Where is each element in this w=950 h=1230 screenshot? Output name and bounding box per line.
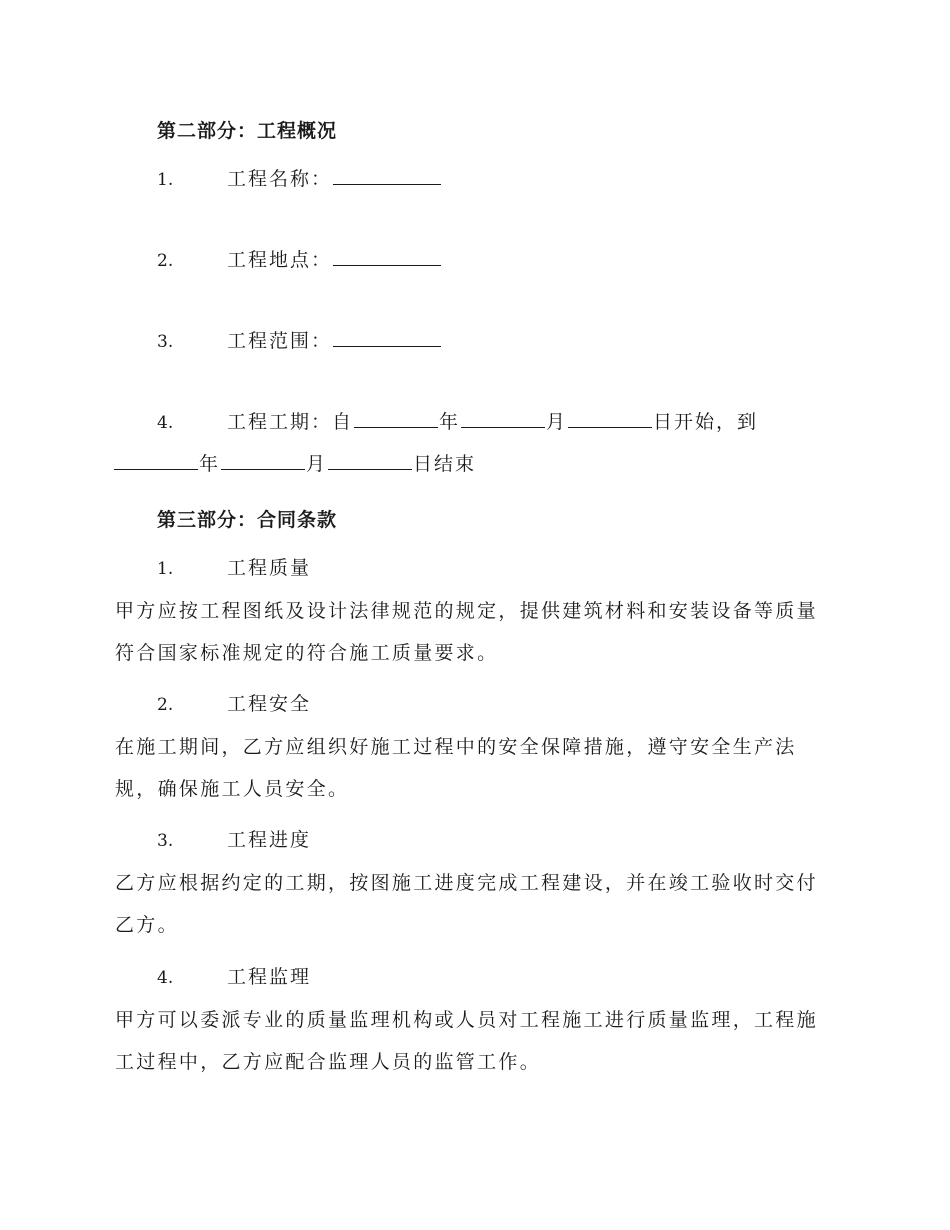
- item-label: 工程地点：: [227, 249, 333, 271]
- clause-text: 甲方可以委派专业的质量监理机构或人员对工程施工进行质量监理，工程施工过程中，乙方应配合监理人员的监管工作。: [115, 1009, 818, 1073]
- clause-title: 工程进度: [227, 829, 312, 851]
- month-label: 月: [546, 411, 568, 433]
- year-label: 年: [199, 453, 221, 475]
- end-year-blank[interactable]: [114, 452, 198, 470]
- clause-title: 工程安全: [227, 693, 312, 715]
- start-label: 日开始，到: [653, 411, 759, 433]
- project-period-item: [157, 410, 758, 435]
- start-day-blank[interactable]: [568, 410, 652, 428]
- year-label: 年: [439, 411, 461, 433]
- section3-title: 第三部分：合同条款: [157, 509, 338, 531]
- clause-number: 1.: [157, 559, 174, 579]
- item-number: 3.: [157, 332, 174, 352]
- project-name-blank[interactable]: [333, 167, 441, 185]
- clause-heading: [157, 692, 311, 717]
- clause-title: 工程监理: [227, 966, 312, 988]
- item-number: 1.: [157, 170, 174, 190]
- project-location-blank[interactable]: [333, 248, 441, 266]
- section2-title: 第二部分：工程概况: [157, 120, 338, 142]
- project-location-item: [157, 248, 442, 273]
- clause-number: 2.: [157, 695, 174, 715]
- project-period-end-line: [113, 452, 476, 476]
- project-scope-item: [157, 329, 442, 354]
- clause-text: 在施工期间，乙方应组织好施工过程中的安全保障措施，遵守安全生产法规，确保施工人员安全。: [115, 736, 797, 800]
- start-year-blank[interactable]: [354, 410, 438, 428]
- item-number: 4.: [157, 413, 174, 433]
- project-scope-blank[interactable]: [333, 329, 441, 347]
- end-label: 日结束: [413, 453, 477, 475]
- item-label: 工程范围：: [227, 330, 333, 352]
- month-label: 月: [306, 453, 328, 475]
- item-label: 工程工期：自: [227, 411, 354, 433]
- end-month-blank[interactable]: [221, 452, 305, 470]
- item-label: 工程名称：: [227, 168, 333, 190]
- end-day-blank[interactable]: [328, 452, 412, 470]
- item-number: 2.: [157, 251, 174, 271]
- clause-title: 工程质量: [227, 557, 312, 579]
- clause-number: 4.: [157, 968, 174, 988]
- clause-heading: [157, 828, 311, 853]
- clause-heading: [157, 556, 311, 581]
- project-name-item: [157, 167, 442, 192]
- clause-text: 乙方应根据约定的工期，按图施工进度完成工程建设，并在竣工验收时交付乙方。: [115, 872, 818, 936]
- start-month-blank[interactable]: [461, 410, 545, 428]
- clause-text: 甲方应按工程图纸及设计法律规范的规定，提供建筑材料和安装设备等质量符合国家标准规定的符合施工质量要求。: [115, 600, 818, 664]
- clause-number: 3.: [157, 831, 174, 851]
- clause-heading: [157, 965, 311, 990]
